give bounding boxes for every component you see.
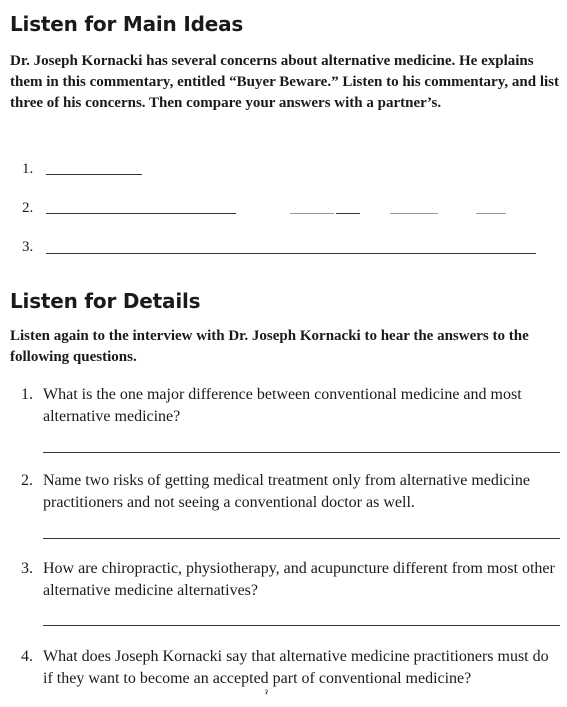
concern-3-number: 3.: [22, 239, 34, 255]
concern-3-answer-line[interactable]: [46, 253, 536, 254]
main-ideas-heading: Listen for Main Ideas: [10, 12, 244, 36]
scan-mark: ˀ: [265, 688, 268, 700]
concern-2-answer-line-faint-3: [476, 213, 506, 214]
question-1-answer-line[interactable]: [43, 452, 560, 453]
question-2-answer-line[interactable]: [43, 538, 560, 539]
question-3-number: 3.: [21, 560, 33, 577]
question-2-number: 2.: [21, 472, 33, 489]
question-3-answer-line[interactable]: [43, 625, 560, 626]
concern-2-answer-line-faint: [290, 213, 334, 214]
question-1-text: What is the one major difference between conventional medicine and most alternative medicine?: [43, 386, 522, 425]
main-ideas-instructions: Dr. Joseph Kornacki has several concerns about alternative medicine. He explains them in this commentary, entitled “Buyer Beware.” Listen to his commentary, and list three of his concerns. Then compare your answers with a partner’s.: [10, 53, 559, 111]
question-4-text: What does Joseph Kornacki say that alternative medicine practitioners must do if they want to become an accepted part of conventional medicine?: [43, 648, 549, 687]
details-instructions: Listen again to the interview with Dr. Joseph Kornacki to hear the answers to the following questions.: [10, 328, 529, 365]
concern-2-answer-line[interactable]: [46, 213, 236, 214]
concern-1-answer-line[interactable]: [46, 174, 142, 175]
concern-2-answer-line-faint-2: [390, 213, 438, 214]
question-4-number: 4.: [21, 648, 33, 665]
details-heading: Listen for Details: [10, 289, 201, 313]
question-2-text: Name two risks of getting medical treatment only from alternative medicine practitioners and not seeing a conventional doctor as well.: [43, 472, 530, 511]
concern-1-number: 1.: [22, 161, 34, 177]
question-1-number: 1.: [21, 386, 33, 403]
question-3-text: How are chiropractic, physiotherapy, and acupuncture different from most other alternative medicine alternatives?: [43, 560, 555, 599]
concern-2-number: 2.: [22, 200, 34, 216]
concern-2-answer-line-segment: [336, 213, 360, 214]
